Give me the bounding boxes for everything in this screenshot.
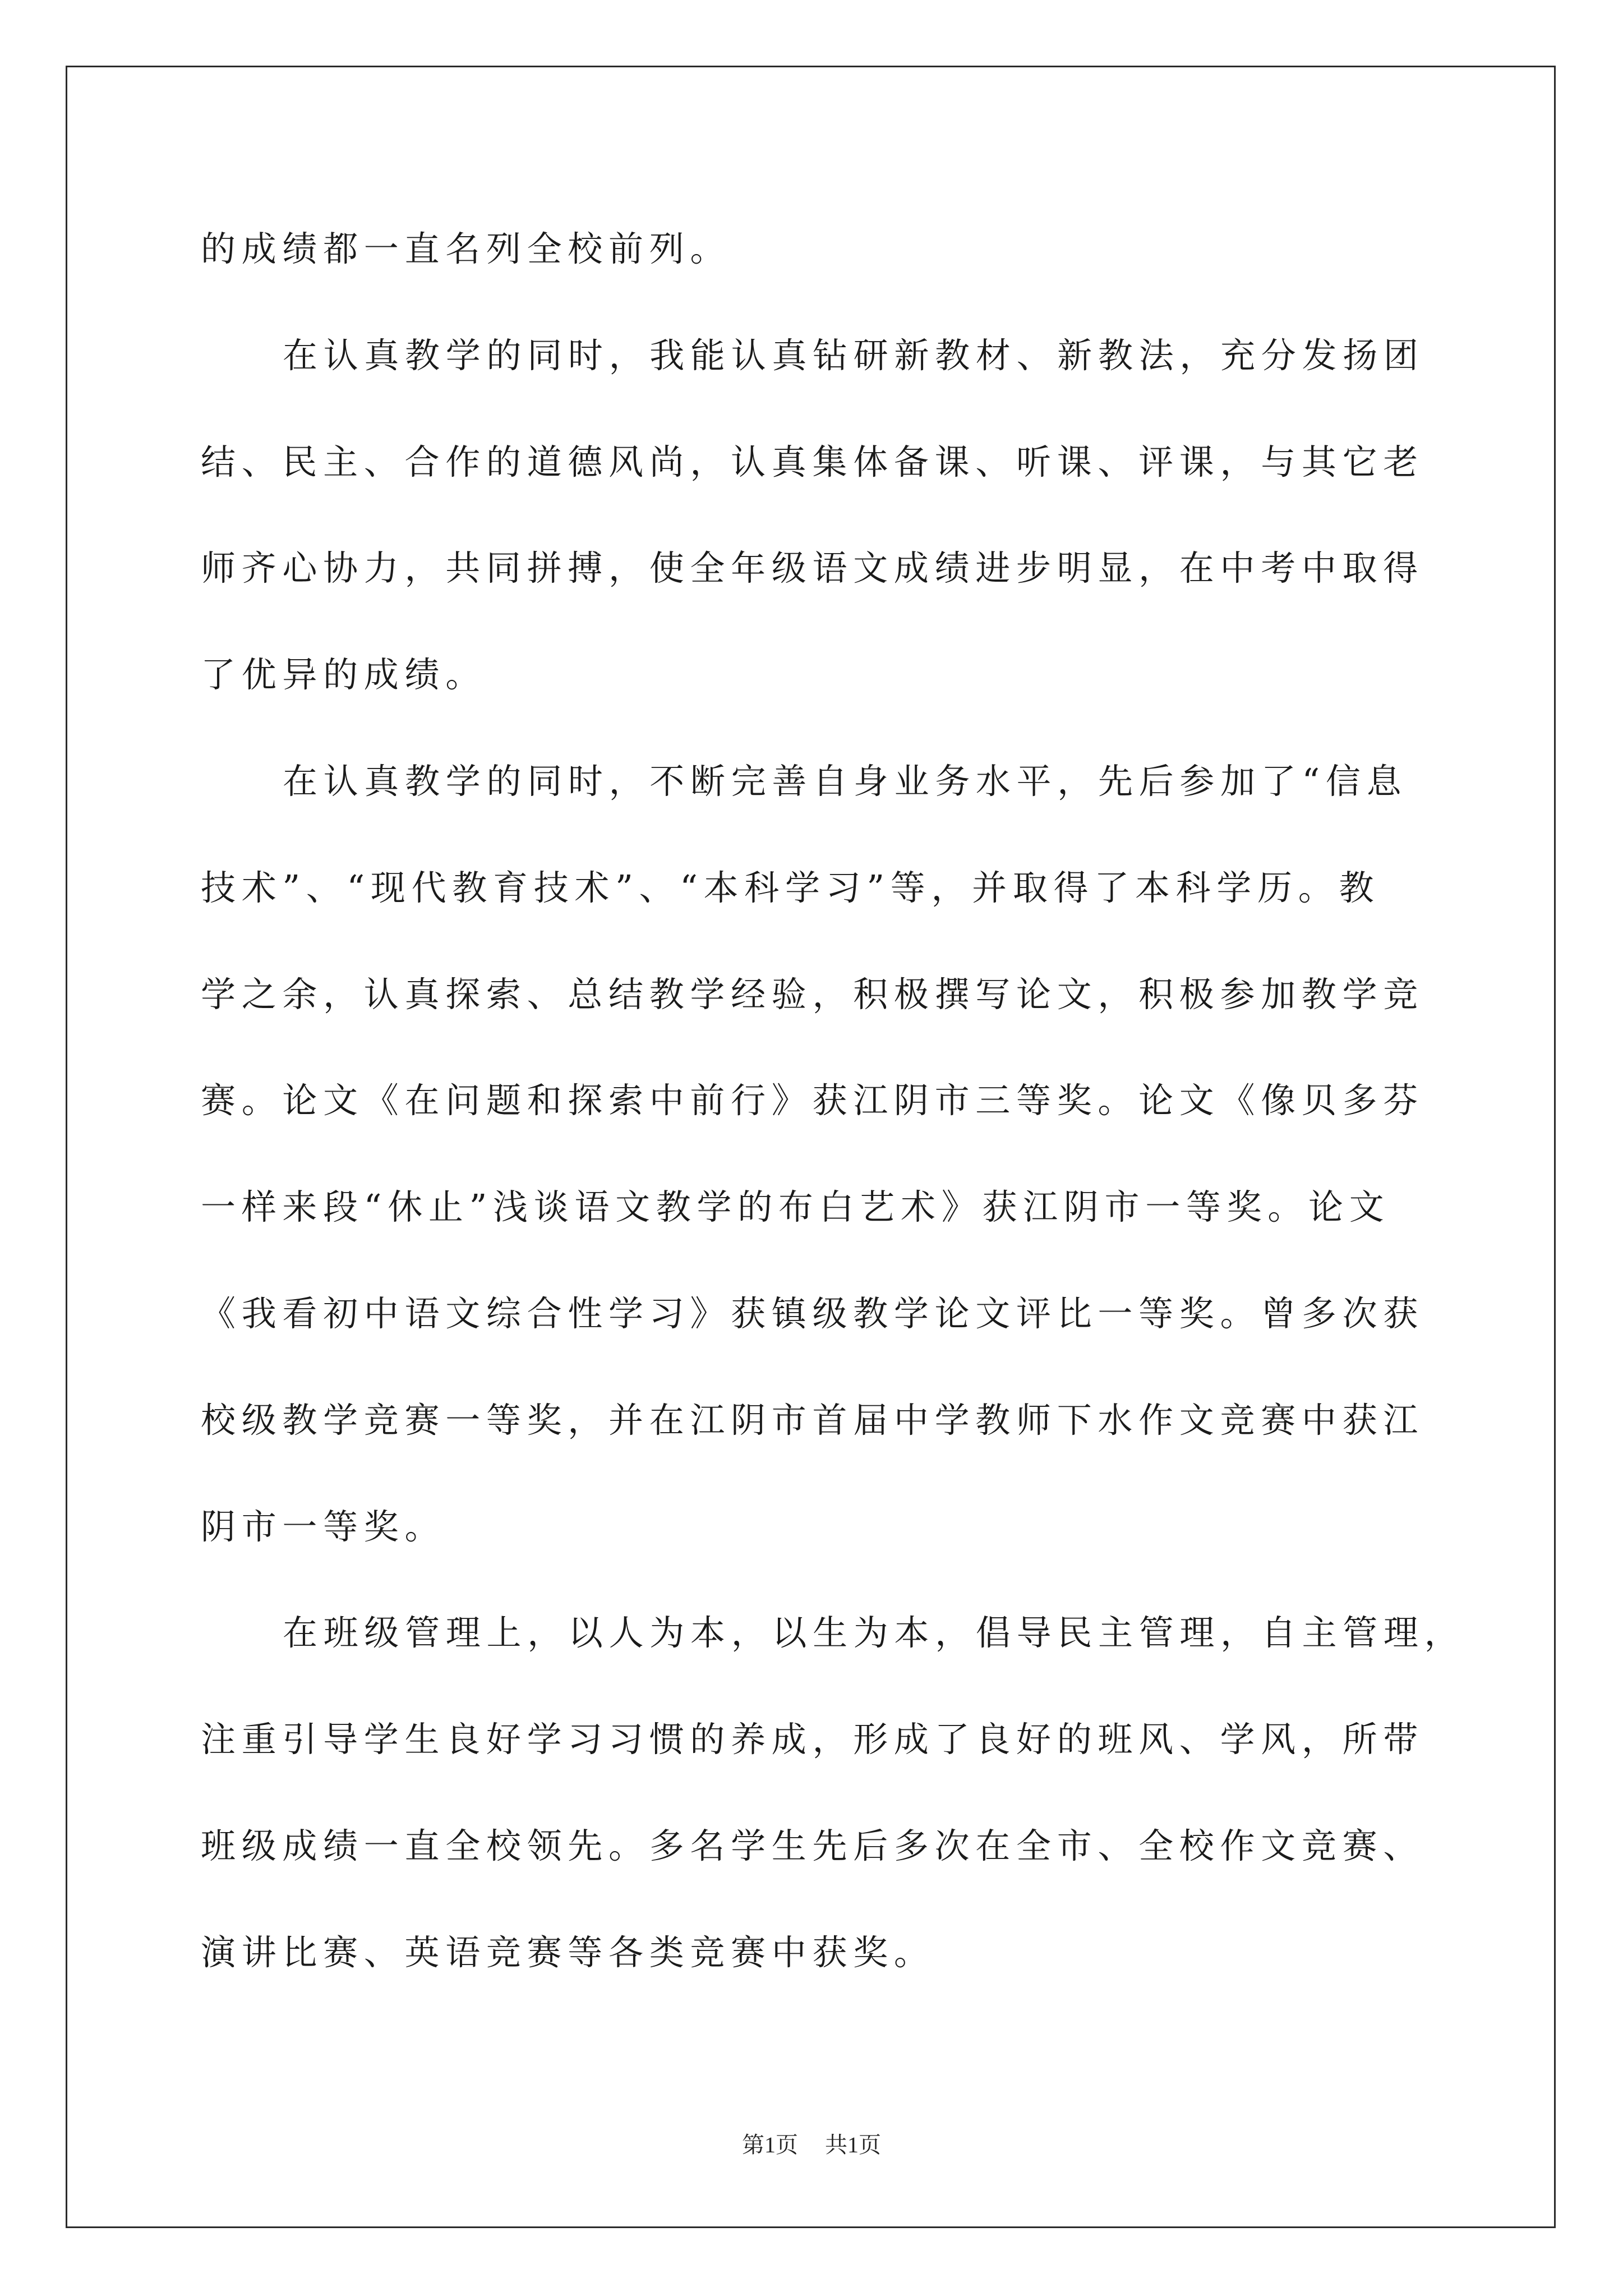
text-line: 的成绩都一直名列全校前列。 <box>201 228 731 269</box>
text-line: 班级成绩一直全校领先。多名学生先后多次在全市、全校作文竞赛、 <box>201 1825 1424 1866</box>
text-line: 注重引导学生良好学习习惯的养成，形成了良好的班风、学风，所带 <box>201 1719 1424 1760</box>
text-line: 师齐心协力，共同拼搏，使全年级语文成绩进步明显，在中考中取得 <box>201 547 1424 589</box>
document-body <box>201 196 1491 2006</box>
text-line: 结、民主、合作的道德风尚，认真集体备课、听课、评课，与其它老 <box>201 441 1424 482</box>
text-line: 演讲比赛、英语竞赛等各类竞赛中获奖。 <box>201 1931 935 1973</box>
paragraph-first-line: 在认真教学的同时，不断完善自身业务水平，先后参加了“信息 <box>283 760 1408 802</box>
text-line: 了优异的成绩。 <box>201 654 486 696</box>
page-count: 共1页 <box>825 2132 881 2157</box>
text-line: 校级教学竞赛一等奖，并在江阴市首届中学教师下水作文竞赛中获江 <box>201 1399 1424 1441</box>
page-footer <box>0 2131 1623 2160</box>
page-number: 第1页 <box>742 2132 798 2157</box>
text-line: 一样来段“休止”浅谈语文教学的布白艺术》获江阴市一等奖。论文 <box>201 1186 1390 1228</box>
text-line: 阴市一等奖。 <box>201 1506 446 1547</box>
text-line: 技术”、“现代教育技术”、“本科学习”等，并取得了本科学历。教 <box>201 867 1380 908</box>
paragraph-first-line: 在认真教学的同时，我能认真钻研新教材、新教法，充分发扬团 <box>283 334 1424 376</box>
text-line: 赛。论文《在问题和探索中前行》获江阴市三等奖。论文《像贝多芬 <box>201 1080 1424 1121</box>
text-line: 学之余，认真探索、总结教学经验，积极撰写论文，积极参加教学竞 <box>201 973 1424 1015</box>
text-line: 《我看初中语文综合性学习》获镇级教学论文评比一等奖。曾多次获 <box>201 1292 1424 1334</box>
paragraph-first-line: 在班级管理上，以人为本，以生为本，倡导民主管理，自主管理， <box>283 1612 1465 1654</box>
